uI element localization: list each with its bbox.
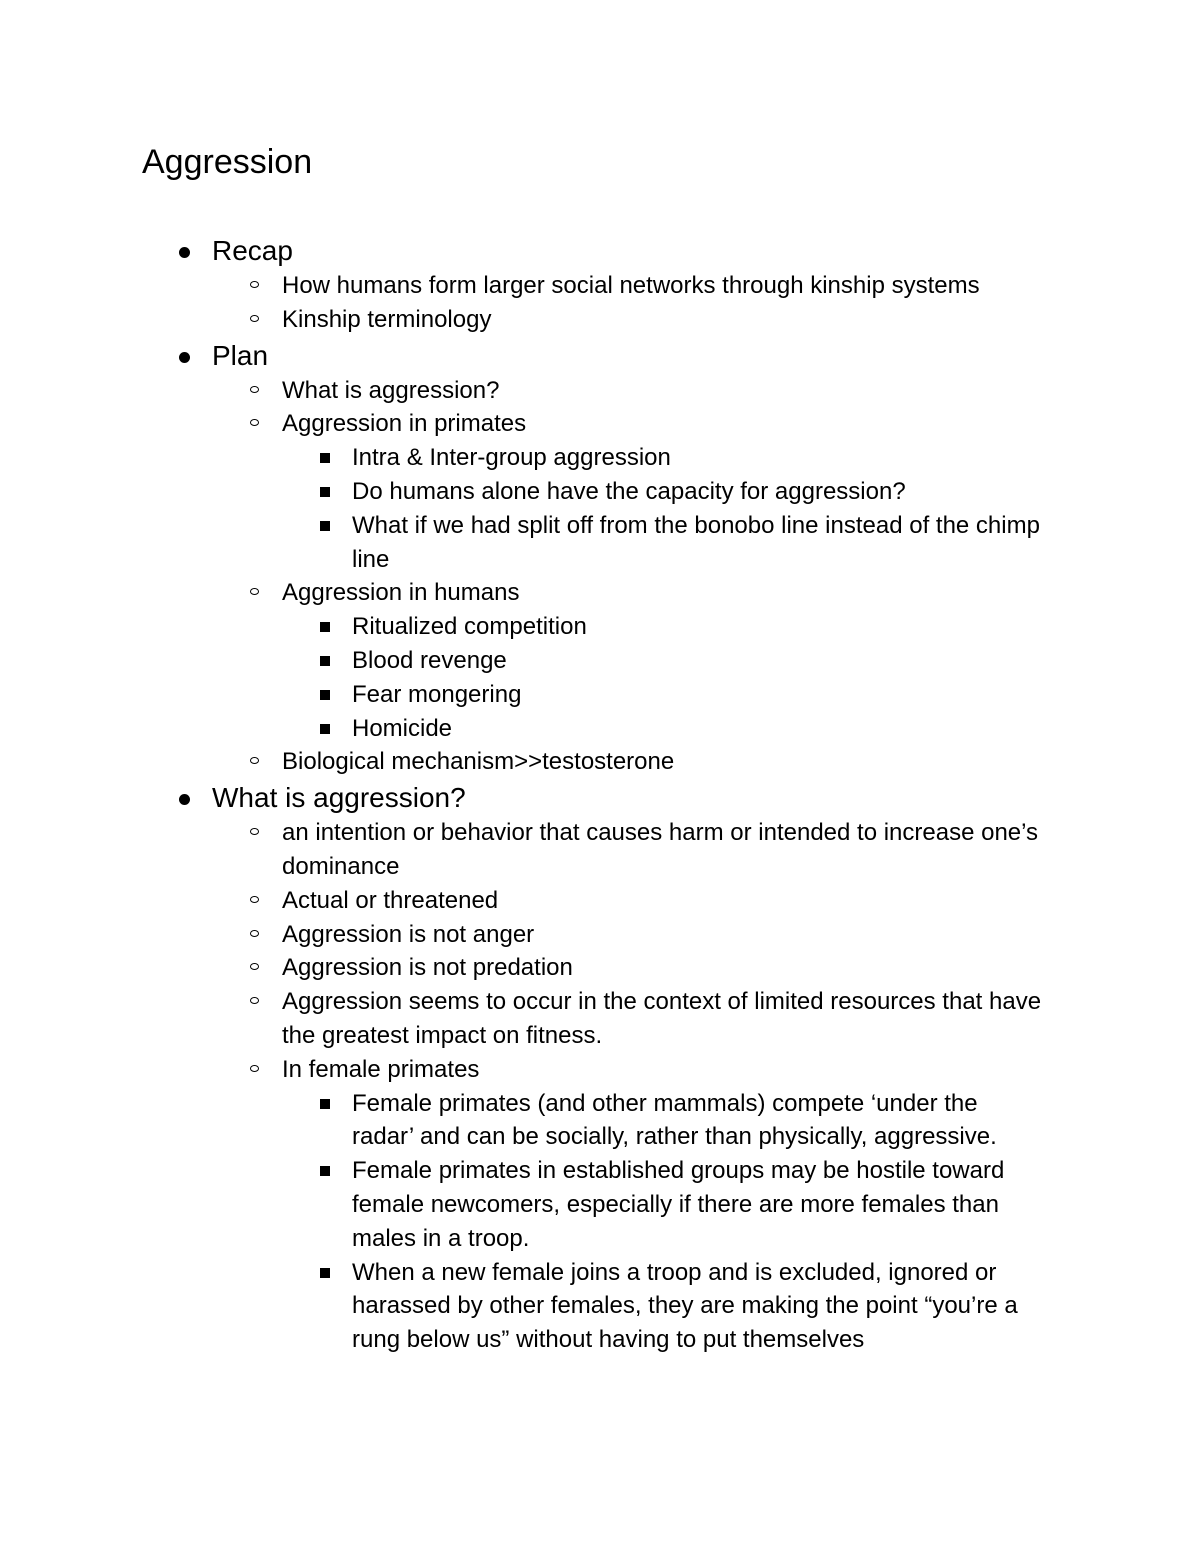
list-item-text: Aggression seems to occur in the context of limited resources that have the greatest impact on fitness. [282,988,1042,1049]
list-item [212,269,1042,303]
sub-list-item [282,441,1042,475]
hollow-circle-bullet-icon [250,386,259,393]
list-item-text: Aggression in humans [282,579,520,607]
hollow-circle-bullet-icon [250,930,259,937]
sub-list-item [282,712,1042,746]
square-bullet-icon [320,656,330,666]
sub-list-item [282,1087,1042,1155]
sub-list-item-text: Female primates in established groups may be hostile toward female newcomers, especially if there are more females than males in a troop. [352,1157,1005,1252]
section-label: What is aggression? [212,782,466,814]
plan-list [212,374,1200,780]
filled-circle-bullet-icon [179,794,190,805]
list-item [212,303,1042,337]
list-item [212,985,1042,1053]
sub-list-item [282,1154,1042,1255]
hollow-circle-bullet-icon [250,1065,259,1072]
section-what-is-aggression [0,779,1200,1357]
sub-list-item-text: Do humans alone have the capacity for aggression? [352,477,906,505]
hollow-circle-bullet-icon [250,419,259,426]
sub-list-item-text: Female primates (and other mammals) compete ‘under the radar’ and can be socially, rather than physically, aggressive. [352,1089,997,1151]
list-item-text: How humans form larger social networks through kinship systems [282,272,980,299]
sub-list-item [282,1256,1042,1357]
sub-list [282,441,1042,576]
square-bullet-icon [320,1099,330,1109]
sub-list-item [282,644,1042,678]
list-item-text: an intention or behavior that causes harm or intended to increase one’s dominance [282,819,1039,880]
list-item [212,816,1042,884]
sub-list-item-text: Fear mongering [352,680,522,708]
hollow-circle-bullet-icon [250,997,259,1004]
square-bullet-icon [320,1268,330,1278]
sub-list-item [282,509,1042,577]
list-item [212,951,1042,985]
list-item [212,374,1042,408]
definition-list [212,816,1200,1357]
sub-list-item-text: What if we had split off from the bonobo line instead of the chimp line [352,511,1040,573]
hollow-circle-bullet-icon [250,281,259,288]
square-bullet-icon [320,724,330,734]
list-item-text: Aggression is not predation [282,954,573,982]
sub-list-item [282,475,1042,509]
sub-list-item [282,678,1042,712]
sub-list-item [282,610,1042,644]
list-item-text: Biological mechanism>>testosterone [282,748,675,776]
list-item-text: Kinship terminology [282,305,492,333]
hollow-circle-bullet-icon [250,588,259,595]
list-item-text: Aggression in primates [282,410,527,438]
square-bullet-icon [320,1166,330,1176]
recap-list [212,269,1200,337]
section-plan [0,337,1200,780]
hollow-circle-bullet-icon [250,315,259,322]
sub-list [282,610,1042,745]
section-label: Recap [212,235,293,266]
document-title: Aggression [142,143,313,181]
list-item [212,918,1042,952]
sub-list-item-text: Homicide [352,714,453,742]
hollow-circle-bullet-icon [250,963,259,970]
hollow-circle-bullet-icon [250,896,259,903]
list-item [212,407,1042,576]
list-item [212,1053,1042,1357]
section-recap [0,232,1200,337]
hollow-circle-bullet-icon [250,757,259,764]
list-item-text: Aggression is not anger [282,920,535,948]
list-item [212,884,1042,918]
list-item [212,745,1042,779]
filled-circle-bullet-icon [179,352,190,363]
list-item-text: Actual or threatened [282,886,499,914]
outline-list [0,232,1200,1357]
filled-circle-bullet-icon [179,247,190,258]
sub-list-item-text: Blood revenge [352,646,507,674]
square-bullet-icon [320,487,330,497]
square-bullet-icon [320,690,330,700]
sub-list-item-text: Intra & Inter-group aggression [352,444,671,472]
list-item-text: What is aggression? [282,376,500,404]
sub-list-item-text: Ritualized competition [352,613,587,641]
hollow-circle-bullet-icon [250,828,259,835]
square-bullet-icon [320,622,330,632]
square-bullet-icon [320,453,330,463]
square-bullet-icon [320,521,330,531]
list-item [212,576,1042,745]
sub-list-item-text: When a new female joins a troop and is excluded, ignored or harassed by other females, they are making the point “you’re a rung below us” without having to put themselves [352,1258,1018,1354]
list-item-text: In female primates [282,1055,480,1083]
sub-list [282,1087,1042,1357]
section-label: Plan [212,339,269,371]
